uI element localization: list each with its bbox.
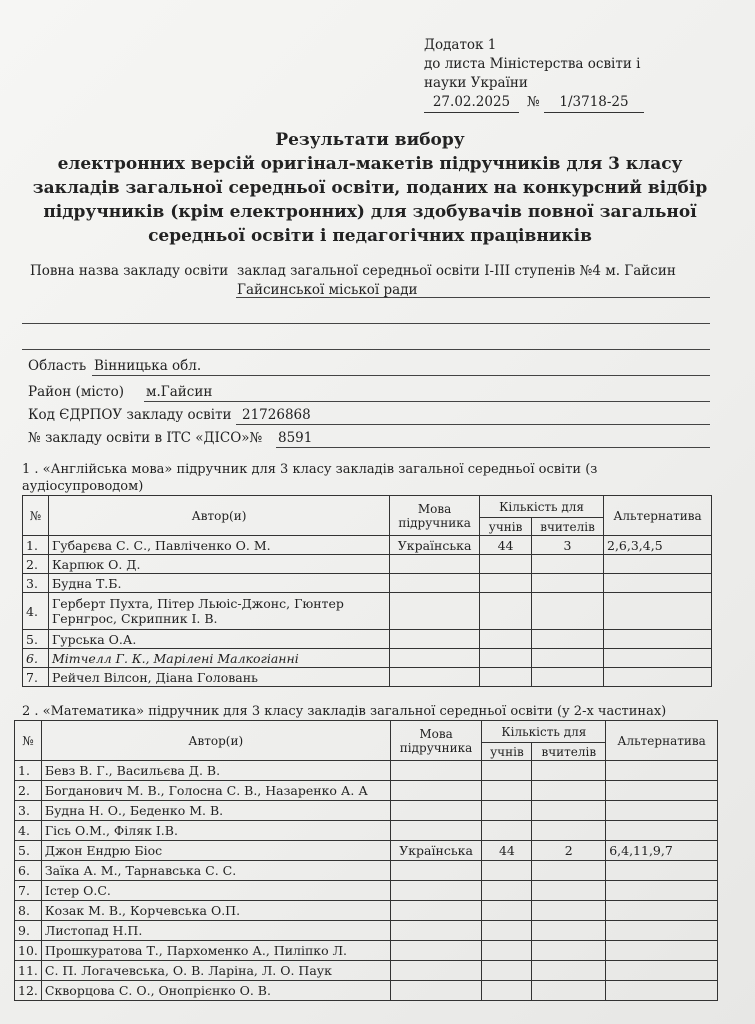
english-table	[22, 495, 712, 687]
cell-teachers: 3	[532, 536, 604, 555]
cell-teachers	[532, 941, 606, 961]
blank-line-1	[22, 323, 710, 324]
cell-teachers	[532, 981, 606, 1001]
cell-teachers	[532, 821, 606, 841]
cell-students: 44	[480, 536, 532, 555]
cell-alt	[606, 921, 718, 941]
header-teachers: вчителів	[532, 518, 604, 536]
district-underline	[144, 401, 710, 402]
math-table	[14, 720, 718, 1001]
region-label: Область	[28, 358, 87, 374]
cell-lang	[390, 649, 480, 668]
edrpou-underline	[236, 424, 710, 425]
table-row	[15, 941, 718, 961]
cell-alt	[604, 649, 712, 668]
cell-author: Істер О.С.	[41, 881, 390, 901]
cell-lang	[390, 861, 482, 881]
cell-n: 4.	[23, 593, 49, 630]
cell-alt	[606, 861, 718, 881]
region-underline	[92, 375, 710, 376]
table-row	[15, 781, 718, 801]
cell-author: Мітчелл Г. К., Марілені Малкогіанні	[48, 649, 389, 668]
annex-line-1: Додаток 1	[424, 37, 497, 53]
cell-students	[482, 921, 532, 941]
cell-students	[482, 981, 532, 1001]
table-row	[15, 901, 718, 921]
cell-lang	[390, 781, 482, 801]
cell-alt	[604, 593, 712, 630]
cell-author: Герберт Пухта, Пітер Льюіс-Джонс, Гюнтер Гернгрос, Скрипник І. В.	[48, 593, 389, 630]
cell-alt	[606, 801, 718, 821]
cell-teachers	[532, 901, 606, 921]
cell-author: Гісь О.М., Філяк І.В.	[41, 821, 390, 841]
cell-teachers	[532, 781, 606, 801]
annex-reference	[424, 93, 644, 113]
header-teachers: вчителів	[532, 743, 606, 761]
annex-block	[424, 36, 641, 110]
annex-date: 27.02.2025	[424, 93, 519, 113]
table-row	[23, 555, 712, 574]
its-label: № закладу освіти в ІТС «ДІСО»№	[28, 430, 263, 446]
cell-author: Будна Т.Б.	[48, 574, 389, 593]
cell-n: 2.	[15, 781, 42, 801]
district-value: м.Гайсин	[146, 384, 213, 400]
edrpou-label: Код ЄДРПОУ закладу освіти	[28, 407, 232, 423]
cell-teachers	[532, 555, 604, 574]
school-underline	[236, 297, 710, 298]
header-language	[390, 721, 482, 761]
cell-n: 9.	[15, 921, 42, 941]
header-alternative: Альтернатива	[604, 496, 712, 536]
cell-author: С. П. Логачевська, О. В. Ларіна, Л. О. Паук	[41, 961, 390, 981]
cell-alt	[606, 881, 718, 901]
cell-students	[480, 593, 532, 630]
cell-n: 8.	[15, 901, 42, 921]
cell-students	[482, 961, 532, 981]
header-author: Автор(и)	[41, 721, 390, 761]
header-quantity: Кількість для	[480, 496, 604, 518]
cell-teachers	[532, 761, 606, 781]
annex-line-2: до листа Міністерства освіти і	[424, 56, 641, 72]
cell-n: 6.	[23, 649, 49, 668]
table-row	[15, 961, 718, 981]
cell-students	[482, 821, 532, 841]
cell-students	[480, 630, 532, 649]
cell-author: Джон Ендрю Біос	[41, 841, 390, 861]
cell-alt	[604, 555, 712, 574]
cell-alt: 2,6,3,4,5	[604, 536, 712, 555]
cell-lang	[390, 901, 482, 921]
cell-lang	[390, 668, 480, 687]
table-row	[23, 630, 712, 649]
header-language-line-1: Мова	[419, 726, 453, 741]
cell-alt	[606, 781, 718, 801]
edrpou-value: 21726868	[242, 407, 311, 423]
header-num: №	[15, 721, 42, 761]
cell-n: 7.	[15, 881, 42, 901]
title-line-3: закладів загальної середньої освіти, поданих на конкурсний відбір	[32, 178, 708, 198]
table-row	[23, 574, 712, 593]
header-num: №	[23, 496, 49, 536]
cell-author: Бевз В. Г., Васильєва Д. В.	[41, 761, 390, 781]
title-line-1: Результати вибору	[275, 130, 465, 150]
cell-author: Прошкуратова Т., Пархоменко А., Пиліпко Л.	[41, 941, 390, 961]
header-author: Автор(и)	[48, 496, 389, 536]
cell-n: 1.	[15, 761, 42, 781]
annex-number: 1/3718-25	[544, 93, 644, 113]
table-row	[23, 649, 712, 668]
cell-students	[482, 901, 532, 921]
table-row	[15, 841, 718, 861]
blank-line-2	[22, 349, 710, 350]
title-line-4: підручників (крім електронних) для здобувачів повної загальної	[43, 202, 697, 222]
cell-students	[482, 761, 532, 781]
header-language-line-2: підручника	[398, 515, 471, 530]
cell-n: 4.	[15, 821, 42, 841]
cell-alt	[604, 630, 712, 649]
cell-lang: Українська	[390, 841, 482, 861]
cell-alt	[604, 574, 712, 593]
cell-lang	[390, 801, 482, 821]
cell-students	[480, 555, 532, 574]
header-students: учнів	[480, 518, 532, 536]
cell-n: 3.	[23, 574, 49, 593]
cell-teachers	[532, 593, 604, 630]
cell-n: 5.	[15, 841, 42, 861]
cell-n: 12.	[15, 981, 42, 1001]
cell-lang	[390, 630, 480, 649]
cell-lang	[390, 981, 482, 1001]
cell-author: Козак М. В., Корчевська О.П.	[41, 901, 390, 921]
cell-teachers	[532, 668, 604, 687]
header-language-line-1: Мова	[417, 501, 452, 516]
cell-n: 10.	[15, 941, 42, 961]
cell-lang	[390, 555, 480, 574]
cell-alt	[606, 961, 718, 981]
cell-n: 6.	[15, 861, 42, 881]
table-row	[15, 801, 718, 821]
cell-lang	[390, 821, 482, 841]
title-line-2: електронних версій оригінал-макетів підручників для 3 класу	[57, 154, 683, 174]
table-row	[15, 921, 718, 941]
cell-teachers	[532, 574, 604, 593]
table-row	[15, 761, 718, 781]
header-alternative: Альтернатива	[606, 721, 718, 761]
cell-author: Листопад Н.П.	[41, 921, 390, 941]
cell-teachers: 2	[532, 841, 606, 861]
cell-lang	[390, 881, 482, 901]
header-language	[390, 496, 480, 536]
cell-author: Рейчел Вілсон, Діана Головань	[48, 668, 389, 687]
table-row	[23, 593, 712, 630]
its-underline	[276, 447, 710, 448]
cell-lang	[390, 921, 482, 941]
cell-teachers	[532, 921, 606, 941]
cell-author: Скворцова С. О., Онопрієнко О. В.	[41, 981, 390, 1001]
document-title	[20, 128, 720, 248]
cell-lang	[390, 761, 482, 781]
cell-students	[482, 881, 532, 901]
cell-alt	[604, 668, 712, 687]
cell-lang: Українська	[390, 536, 480, 555]
cell-students	[480, 649, 532, 668]
table-row	[15, 821, 718, 841]
cell-author: Заїка А. М., Тарнавська С. С.	[41, 861, 390, 881]
table-row	[23, 668, 712, 687]
cell-n: 5.	[23, 630, 49, 649]
section-1-title: 1 . «Англійська мова» підручник для 3 класу закладів загальної середньої освіти (з аудіосупроводом)	[22, 462, 598, 494]
table-row	[15, 881, 718, 901]
section-2-title: 2 . «Математика» підручник для 3 класу закладів загальної середньої освіти (у 2-х частинах)	[22, 704, 667, 719]
school-value-line-2: Гайсинської міської ради	[237, 282, 418, 298]
cell-alt	[606, 981, 718, 1001]
header-students: учнів	[482, 743, 532, 761]
its-value: 8591	[278, 430, 313, 446]
cell-students	[480, 668, 532, 687]
cell-students	[482, 861, 532, 881]
cell-students	[480, 574, 532, 593]
cell-students: 44	[482, 841, 532, 861]
cell-n: 1.	[23, 536, 49, 555]
annex-line-3: науки України	[424, 75, 528, 91]
cell-students	[482, 941, 532, 961]
cell-alt	[606, 941, 718, 961]
region-value: Вінницька обл.	[94, 358, 202, 374]
table-row	[23, 536, 712, 555]
cell-alt	[606, 821, 718, 841]
annex-number-sign: №	[527, 94, 540, 110]
cell-lang	[390, 961, 482, 981]
cell-alt	[606, 901, 718, 921]
table-row	[15, 981, 718, 1001]
cell-author: Гурська О.А.	[48, 630, 389, 649]
cell-author: Будна Н. О., Беденко М. В.	[41, 801, 390, 821]
cell-n: 11.	[15, 961, 42, 981]
cell-author: Богданович М. В., Голосна С. В., Назаренко А. А	[41, 781, 390, 801]
school-label: Повна назва закладу освіти	[30, 263, 229, 279]
cell-teachers	[532, 881, 606, 901]
cell-teachers	[532, 649, 604, 668]
cell-lang	[390, 941, 482, 961]
school-value-line-1: заклад загальної середньої освіти І-ІІІ ступенів №4 м. Гайсин	[237, 263, 676, 279]
cell-author: Губарєва С. С., Павліченко О. М.	[48, 536, 389, 555]
cell-lang	[390, 593, 480, 630]
cell-n: 3.	[15, 801, 42, 821]
cell-teachers	[532, 801, 606, 821]
cell-alt: 6,4,11,9,7	[606, 841, 718, 861]
cell-teachers	[532, 961, 606, 981]
cell-students	[482, 801, 532, 821]
header-language-line-2: підручника	[399, 740, 473, 755]
table-row	[15, 861, 718, 881]
cell-alt	[606, 761, 718, 781]
cell-teachers	[532, 861, 606, 881]
cell-n: 7.	[23, 668, 49, 687]
cell-teachers	[532, 630, 604, 649]
header-quantity: Кількість для	[482, 721, 606, 743]
district-label: Район (місто)	[28, 384, 125, 400]
cell-author: Карпюк О. Д.	[48, 555, 389, 574]
title-line-5: середньої освіти і педагогічних працівників	[148, 226, 592, 246]
cell-students	[482, 781, 532, 801]
cell-n: 2.	[23, 555, 49, 574]
cell-lang	[390, 574, 480, 593]
